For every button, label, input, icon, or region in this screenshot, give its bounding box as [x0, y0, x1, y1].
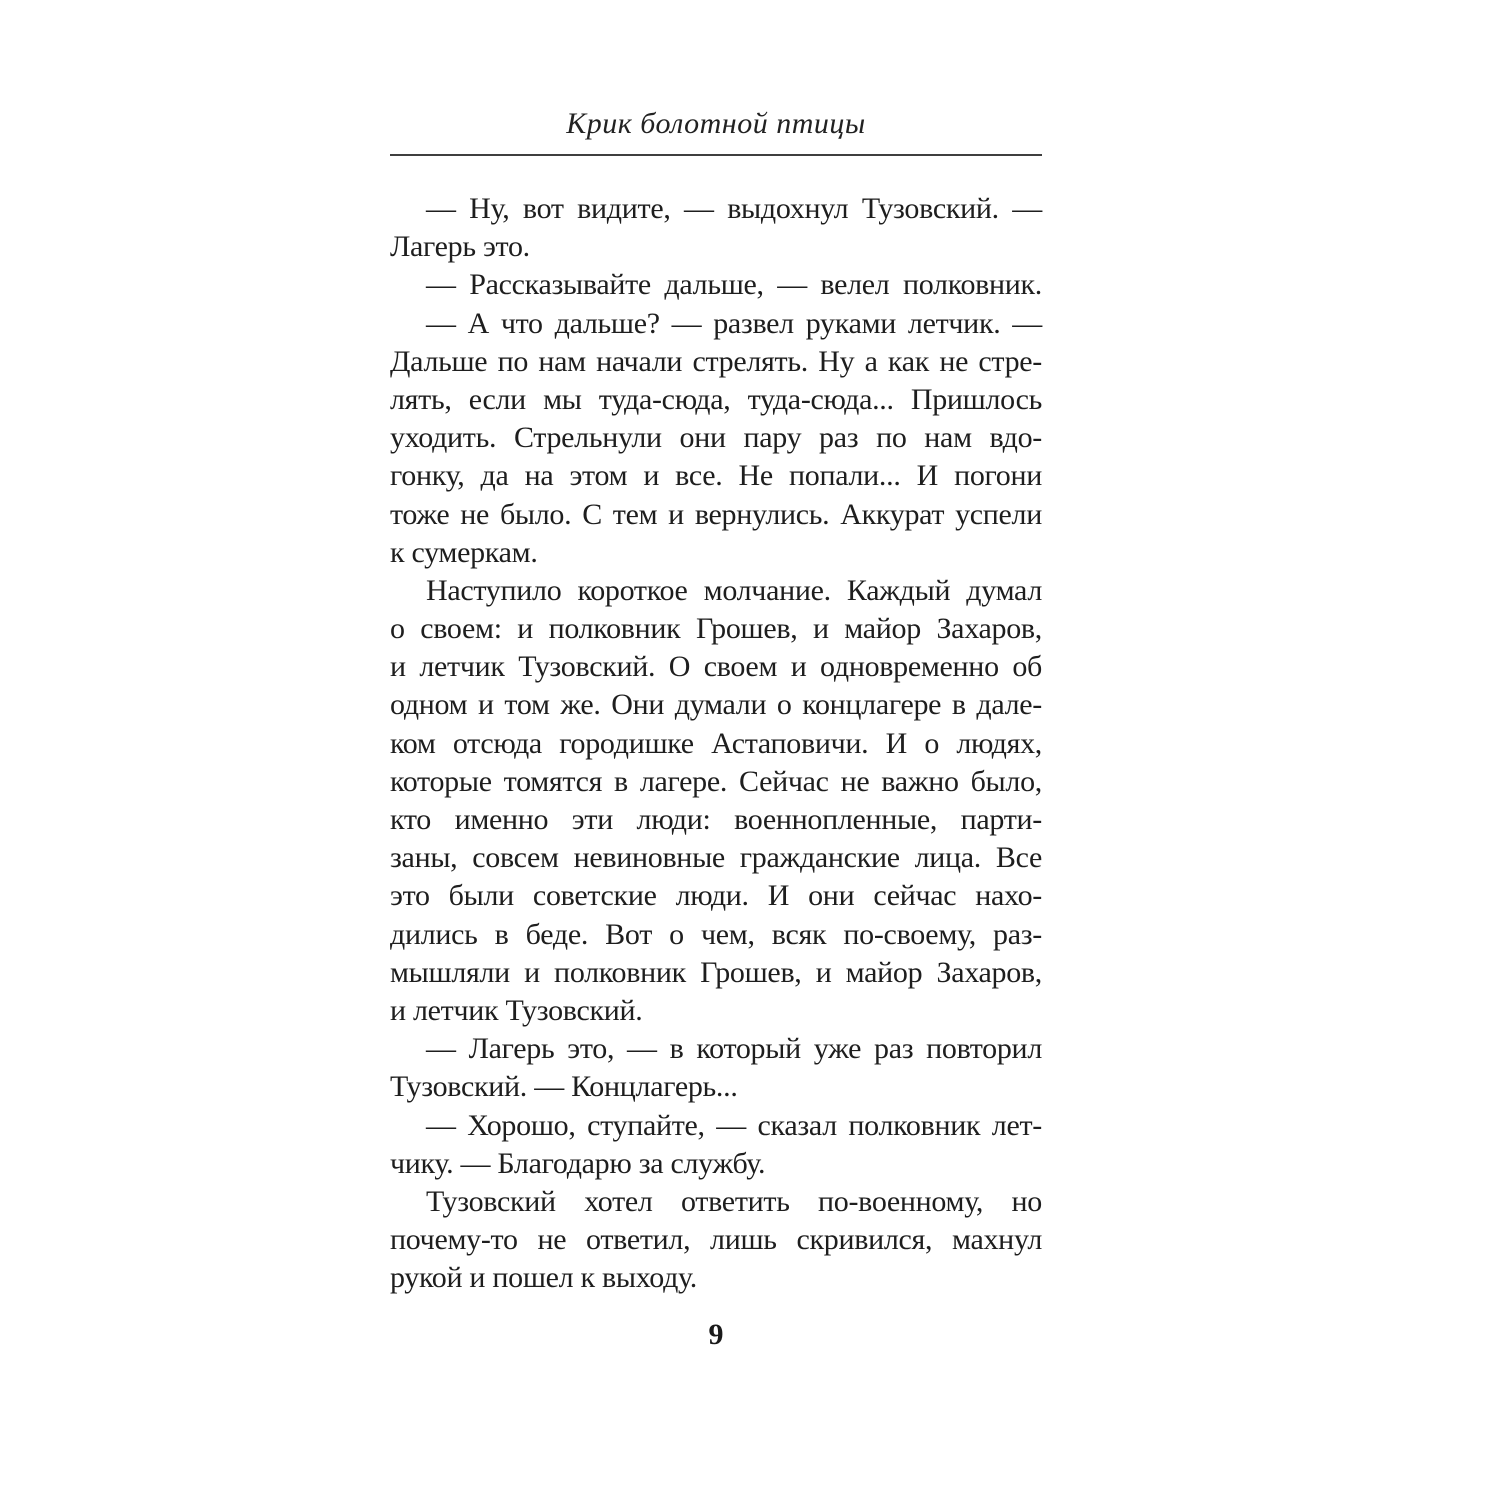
text-block	[390, 0, 1042, 1500]
text-line: тоже не было. С тем и вернулись. Аккурат успели	[390, 497, 1042, 531]
text-line: Дальше по нам начали стрелять. Ну а как не стре-	[390, 344, 1042, 378]
text-line: о своем: и полковник Грошев, и майор Захаров,	[390, 612, 1042, 646]
text-line: лять, если мы туда-сюда, туда-сюда... Пришлось	[390, 382, 1042, 416]
text-line: чику. — Благодарю за службу.	[390, 1146, 766, 1180]
paragraph	[390, 305, 1042, 572]
paragraph	[390, 1107, 1042, 1183]
page-number: 9	[708, 1318, 724, 1351]
text-line: Наступило короткое молчание. Каждый думал	[426, 573, 1042, 607]
text-line: заны, совсем невиновные гражданские лица. Все	[390, 841, 1042, 875]
text-line: почему-то не ответил, лишь скривился, махнул	[390, 1223, 1042, 1257]
header-rule	[390, 154, 1042, 156]
text-line: — Лагерь это, — в который уже раз повторил	[426, 1032, 1042, 1066]
text-line: и летчик Тузовский. О своем и одновременно об	[390, 650, 1042, 684]
text-line: — А что дальше? — развел руками летчик. —	[426, 306, 1042, 340]
text-line: ком отсюда городишке Астаповичи. И о людях,	[390, 726, 1042, 760]
text-line: — Хорошо, ступайте, — сказал полковник лет-	[426, 1108, 1042, 1142]
text-line: Лагерь это.	[390, 230, 530, 264]
body-text	[390, 190, 1042, 1297]
text-line: Тузовский хотел ответить по-военному, но	[426, 1184, 1042, 1218]
text-line: рукой и пошел к выходу.	[390, 1261, 697, 1295]
running-head-title: Крик болотной птицы	[566, 107, 866, 140]
text-line: которые томятся в лагере. Сейчас не важно было,	[390, 764, 1042, 798]
paragraph	[390, 1183, 1042, 1298]
paragraph	[390, 1030, 1042, 1106]
text-line: — Рассказывайте дальше, — велел полковник.	[426, 268, 1042, 302]
paragraph	[390, 190, 1042, 266]
text-line: и летчик Тузовский.	[390, 993, 643, 1027]
text-line: кто именно эти люди: военнопленные, парти-	[390, 803, 1042, 836]
text-line: гонку, да на этом и все. Не попали... И погони	[390, 459, 1042, 493]
text-line: дились в беде. Вот о чем, всяк по-своему, раз-	[390, 917, 1042, 951]
text-line: Тузовский. — Концлагерь...	[390, 1070, 738, 1104]
text-line: — Ну, вот видите, — выдохнул Тузовский. —	[426, 192, 1042, 225]
text-line: мышляли и полковник Грошев, и майор Захаров,	[390, 955, 1042, 989]
paragraph	[390, 266, 1042, 304]
paragraph	[390, 572, 1042, 1030]
text-line: к сумеркам.	[390, 535, 538, 569]
text-line: это были советские люди. И они сейчас нахо-	[390, 879, 1042, 913]
text-line: уходить. Стрельнули они пару раз по нам вдо-	[390, 421, 1042, 455]
text-line: одном и том же. Они думали о концлагере в дале-	[390, 688, 1042, 722]
